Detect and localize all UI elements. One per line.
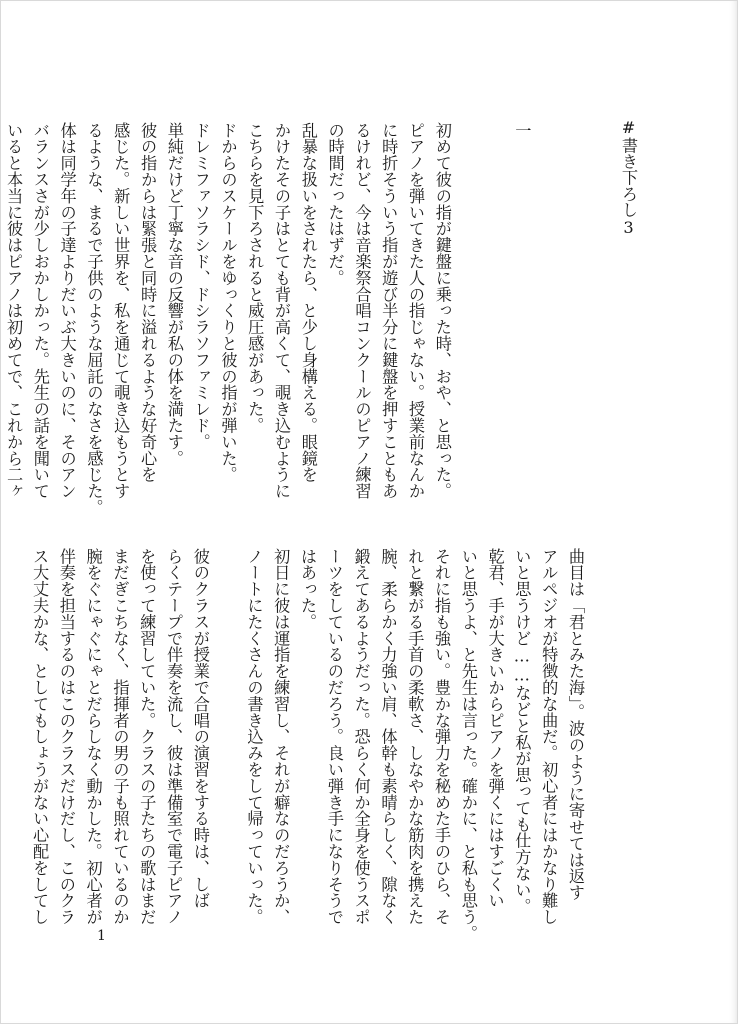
text-line: らくテープで伴奏を流し、彼は準備室で電子ピアノ [164, 548, 184, 926]
text-line: を使って練習していた。クラスの子たちの歌はまだ [137, 548, 157, 926]
text-line: に時折そういう指が遊び半分に鍵盤を押すこともあ [379, 122, 399, 500]
text-line: いと思うけど……などと私が思っても仕方ない。 [512, 548, 532, 915]
text-line: ドからのスケールをゆっくりと彼の指が弾いた。 [218, 122, 238, 483]
chapter-heading: 一 [512, 122, 532, 139]
text-line: 乾君、手が大きいからピアノを弾くにはすごくい [485, 548, 505, 909]
text-line: バランスさが少しおかしかった。先生の話を聞いて [30, 122, 50, 500]
top-text-block [0, 122, 588, 522]
text-line: ドレミファソラシド、ドシラソファミレド。 [191, 122, 211, 450]
text-line: 単純だけど丁寧な音の反響が私の体を満たす。 [164, 122, 184, 467]
text-line: 初めて彼の指が鍵盤に乗った時、おや、と思った。 [432, 122, 452, 500]
text-line: いると本当に彼はピアノは初めてで、これから二ヶ [4, 122, 24, 500]
text-line: 曲目は「君とみた海」。波のように寄せては返す [566, 548, 585, 901]
text-line: こちらを見下ろされると威圧感があった。 [245, 122, 265, 434]
text-line: 腕、柔らかく力強い肩、体幹も素晴らしく、隙なく [378, 548, 398, 926]
text-line: 彼の指からは緊張と同時に溢れるような好奇心を [138, 122, 158, 483]
text-line: ピアノを弾いてきた人の指じゃない。授業前なんか [406, 122, 426, 500]
text-line: れと繋がる手首の柔軟さ、しなやかな筋肉を携えた [405, 548, 425, 926]
text-line: 伴奏を担当するのはこのクラスだけだし、このクラ [56, 548, 76, 926]
text-line: 彼のクラスが授業で合唱の演習をする時は、しば [190, 548, 210, 909]
text-line: ノートにたくさんの書き込みをして帰っていった。 [244, 548, 264, 926]
text-line: まだぎこちなく、指揮者の男の子も照れているのか [110, 548, 130, 926]
text-line: 鍛えてあるようだった。恐らく何か全身を使うスポ [351, 548, 371, 926]
text-line [213, 548, 240, 913]
text-line: 乱暴な扱いをされたら、と少し身構える。眼鏡を [298, 122, 318, 483]
text-line: ス大丈夫かな、としてもしょうがない心配をしてし [30, 548, 50, 926]
text-line: るけれど、今は音楽祭合唱コンクールのピアノ練習 [352, 122, 372, 500]
text-line: の時間だったはずだ。 [325, 122, 345, 286]
page-number: 1 [97, 928, 106, 944]
text-line: るような、まるで子供のような屈託のなさを感じた。 [84, 122, 104, 516]
text-line: それに指も強い。豊かな弾力を秘めた手のひら、そ [432, 548, 452, 926]
text-line: 腕をぐにゃぐにゃとだらしなく動かした。初心者が [83, 548, 103, 926]
text-line: はあった。 [298, 548, 318, 630]
text-line: かけたその子はとても背が高くて、覗き込むように [272, 122, 292, 500]
text-line: 初日に彼は運指を練習し、それが癖なのだろうか、 [271, 548, 291, 926]
page-title: #書き下ろし3 [619, 118, 638, 237]
text-line: アルペジオが特徴的な曲だ。初心者にはかなり難し [539, 548, 559, 926]
bottom-text-block [25, 548, 588, 942]
text-line: ーツをしているのだろう。良い弾き手になりそうで [324, 548, 344, 926]
text-line: いと思うよ、と先生は言った。確かに、と私も思う。 [458, 548, 478, 942]
text-line: 体は同学年の子達よりだいぶ大きいのに、そのアン [57, 122, 77, 500]
text-line: 感じた。新しい世界を、私を通じて覗き込もうとす [111, 122, 131, 500]
